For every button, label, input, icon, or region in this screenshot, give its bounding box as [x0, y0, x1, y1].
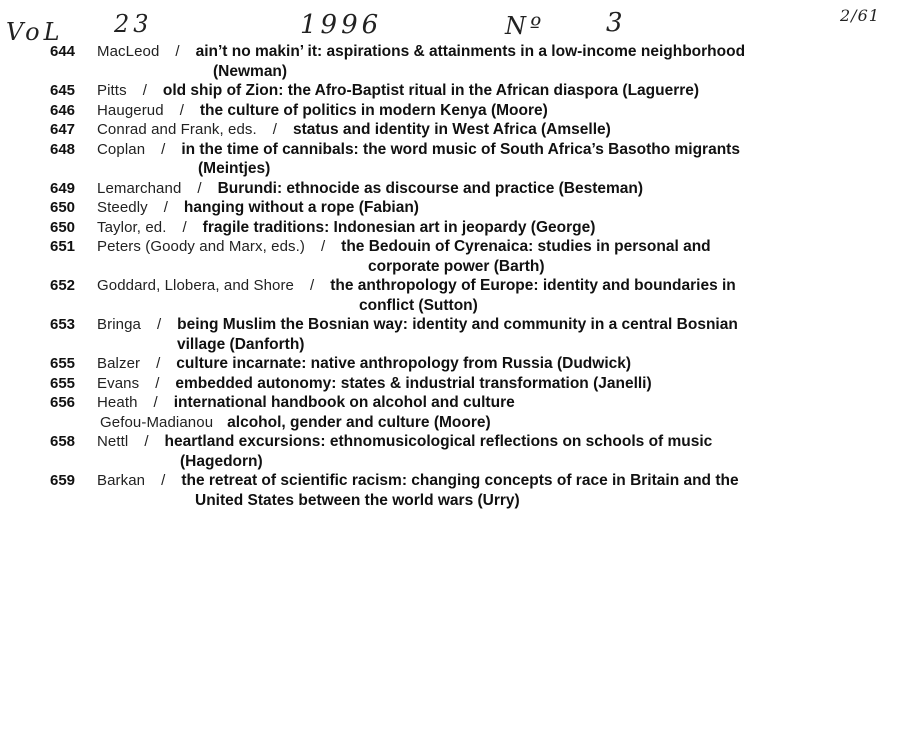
entry-title: in the time of cannibals: the word music of South Africa’s Basotho migrants — [181, 140, 740, 158]
entry-line — [40, 315, 890, 335]
entry-separator: / — [321, 238, 326, 255]
entry-list — [40, 42, 890, 510]
entry-line — [40, 198, 890, 218]
entry-author: Conrad and Frank, eds. — [97, 121, 257, 138]
entry-separator: / — [161, 472, 166, 489]
entry-number: 655 — [50, 374, 76, 392]
entry-title-continuation: corporate power (Barth) — [368, 257, 545, 275]
entry-title: being Muslim the Bosnian way: identity and community in a central Bosnian — [177, 316, 738, 333]
entry-title: heartland excursions: ethnomusicological reflections on schools of music — [164, 433, 713, 450]
list-item — [40, 120, 890, 140]
entry-separator: / — [182, 218, 187, 236]
entry-line — [40, 237, 890, 257]
entry-title: ain’t no makin’ it: aspirations & attainments in a low-income neighborhood — [195, 43, 746, 60]
handwritten-corner-note: 2/61 — [840, 6, 880, 25]
entry-author: Barkan — [97, 472, 146, 489]
entry-author: Balzer — [97, 355, 141, 372]
entry-title: the anthropology of Europe: identity and boundaries in — [330, 277, 736, 294]
list-item — [40, 218, 890, 238]
entry-separator: / — [153, 394, 158, 411]
list-item — [40, 471, 890, 510]
entry-line — [40, 140, 890, 160]
entry-author: Steedly — [97, 199, 148, 216]
entry-separator: / — [156, 355, 161, 372]
entry-number: 651 — [50, 238, 76, 255]
entry-separator: / — [142, 82, 147, 99]
list-item — [40, 432, 890, 471]
entry-line — [40, 81, 890, 101]
entry-line — [40, 374, 890, 394]
entry-separator: / — [144, 433, 149, 450]
entry-number: 648 — [50, 140, 76, 158]
entry-line — [40, 471, 890, 491]
entry-number: 650 — [50, 218, 76, 236]
entry-author: Goddard, Llobera, and Shore — [97, 277, 295, 294]
entry-title: status and identity in West Africa (Amselle) — [292, 121, 611, 138]
entry-number: 655 — [50, 355, 76, 372]
entry-title: embedded autonomy: states & industrial transformation (Janelli) — [175, 374, 652, 392]
entry-separator: / — [163, 199, 168, 216]
entry-line — [40, 120, 890, 140]
entry-separator: / — [272, 121, 277, 138]
entry-separator: / — [175, 43, 180, 60]
list-item — [40, 237, 890, 276]
entry-title: hanging without a rope (Fabian) — [183, 199, 419, 216]
entry-title: international handbook on alcohol and culture — [173, 394, 515, 411]
entry-number: 647 — [50, 121, 76, 138]
entry-separator: / — [161, 140, 166, 158]
entry-line — [40, 42, 890, 62]
entry-title-continuation: United States between the world wars (Urry) — [195, 491, 520, 509]
list-item — [40, 42, 890, 81]
list-item — [40, 413, 890, 433]
entry-author: Coplan — [97, 140, 146, 158]
entry-author: Pitts — [97, 82, 127, 99]
entry-title: the culture of politics in modern Kenya (Moore) — [199, 101, 548, 119]
handwritten-volume-number: 23 — [114, 10, 153, 38]
handwritten-issue-number: 3 — [606, 8, 627, 38]
handwritten-vol: VoL — [6, 18, 64, 46]
entry-author: Bringa — [97, 316, 141, 333]
entry-author: Gefou-Madianou — [100, 413, 214, 431]
entry-line — [40, 432, 890, 452]
entry-number: 659 — [50, 472, 76, 489]
entry-title: Burundi: ethnocide as discourse and practice (Besteman) — [217, 179, 644, 197]
entry-title: culture incarnate: native anthropology from Russia (Dudwick) — [176, 355, 632, 372]
entry-line — [40, 101, 890, 121]
entry-number: 649 — [50, 179, 76, 197]
entry-author: Peters (Goody and Marx, eds.) — [97, 238, 305, 255]
entry-number: 650 — [50, 199, 76, 216]
entry-author: Evans — [97, 374, 140, 392]
entry-title-continuation: (Newman) — [213, 62, 288, 80]
entry-author: Haugerud — [97, 101, 164, 119]
list-item — [40, 393, 890, 413]
entry-line — [40, 276, 890, 296]
list-item — [40, 140, 890, 179]
entry-number: 644 — [50, 43, 76, 60]
entry-separator: / — [197, 179, 202, 197]
list-item — [40, 81, 890, 101]
entry-author: Lemarchand — [97, 179, 182, 197]
entry-separator: / — [155, 374, 160, 392]
entry-title-continuation: (Meintjes) — [198, 160, 271, 177]
entry-separator: / — [179, 101, 184, 119]
entry-separator: / — [156, 316, 162, 333]
handwritten-no: Nº — [505, 12, 546, 40]
list-item — [40, 179, 890, 199]
entry-title: the Bedouin of Cyrenaica: studies in personal and — [341, 238, 711, 255]
entry-title: the retreat of scientific racism: changing concepts of race in Britain and the — [181, 472, 739, 489]
entry-line — [40, 218, 890, 238]
entry-number: 656 — [50, 394, 76, 411]
entry-number: 645 — [50, 82, 76, 99]
entry-title-continuation: conflict (Sutton) — [359, 296, 478, 314]
list-item — [40, 276, 890, 315]
entry-separator: / — [310, 277, 315, 294]
list-item — [40, 315, 890, 354]
entry-title: alcohol, gender and culture (Moore) — [227, 413, 491, 431]
entry-author: Heath — [97, 394, 138, 411]
entry-number: 653 — [50, 316, 76, 333]
list-item — [40, 101, 890, 121]
entry-number: 658 — [50, 433, 76, 450]
list-item — [40, 354, 890, 374]
entry-number: 652 — [50, 277, 76, 294]
entry-author: Nettl — [97, 433, 129, 450]
entry-line — [40, 413, 890, 433]
handwritten-year: 1996 — [300, 10, 383, 40]
entry-author: MacLeod — [97, 43, 160, 60]
entry-line — [40, 354, 890, 374]
entry-line — [40, 179, 890, 199]
entry-title: old ship of Zion: the Afro-Baptist ritual in the African diaspora (Laguerre) — [162, 82, 700, 99]
entry-title-continuation: (Hagedorn) — [180, 452, 263, 470]
entry-line — [40, 393, 890, 413]
entry-title: fragile traditions: Indonesian art in jeopardy (George) — [202, 218, 596, 236]
list-item — [40, 198, 890, 218]
entry-author: Taylor, ed. — [97, 218, 167, 236]
list-item — [40, 374, 890, 394]
entry-title-continuation: village (Danforth) — [177, 335, 305, 353]
entry-number: 646 — [50, 101, 76, 119]
